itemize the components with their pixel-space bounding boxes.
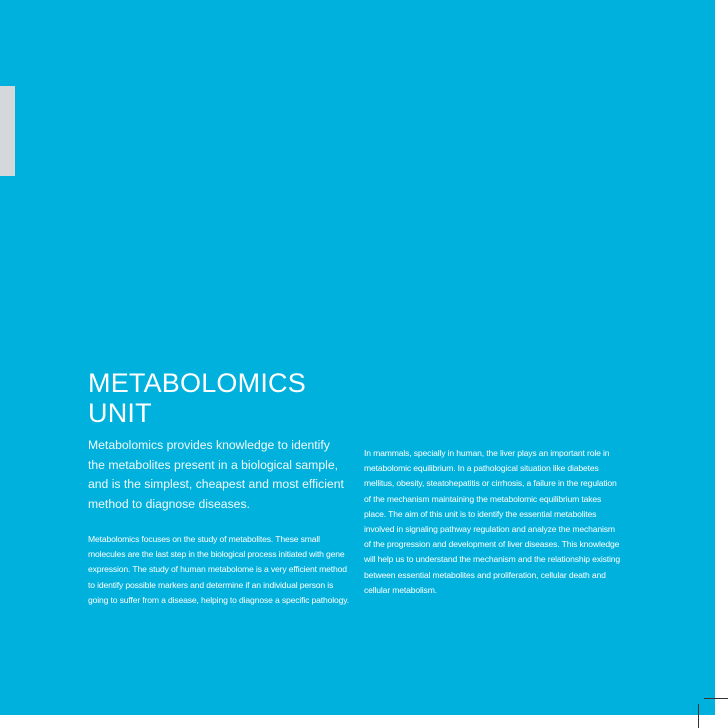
body-paragraph-right: In mammals, specially in human, the liver plays an important role in metabolomic equilibrium. In a pathological situation like diabetes mellitus, obesity, steatohepatitis or cirrhosis, a failure in the regulation of the mechanism maintaining the metabolomic equilibrium takes place. The aim of this unit is to identify the essential metabolites involved in signaling pathway regulation and analyze the mechanism of the progression and development of liver diseases. This knowledge will help us to understand the mechanism and the relationship existing between essential metabolites and proliferation, cellular death and cellular metabolism. [364, 448, 621, 595]
page-title [88, 368, 306, 428]
side-tab-marker [0, 86, 15, 176]
crop-mark-vertical [698, 704, 699, 728]
crop-mark-horizontal [704, 698, 728, 699]
title-line-1: METABOLOMICS [88, 368, 306, 398]
title-line-2: UNIT [88, 398, 152, 428]
lead-paragraph: Metabolomics provides knowledge to identify the metabolites present in a biological sample, and is the simplest, cheapest and most efficient method to diagnose diseases. [88, 438, 344, 511]
body-paragraph-left: Metabolomics focuses on the study of metabolites. These small molecules are the last step in the biological process initiated with gene expression. The study of human metabolome is a very efficient method to identify possible markers and determine if an individual person is going to suffer from a disease, helping to diagnose a specific pathology. [88, 534, 350, 605]
